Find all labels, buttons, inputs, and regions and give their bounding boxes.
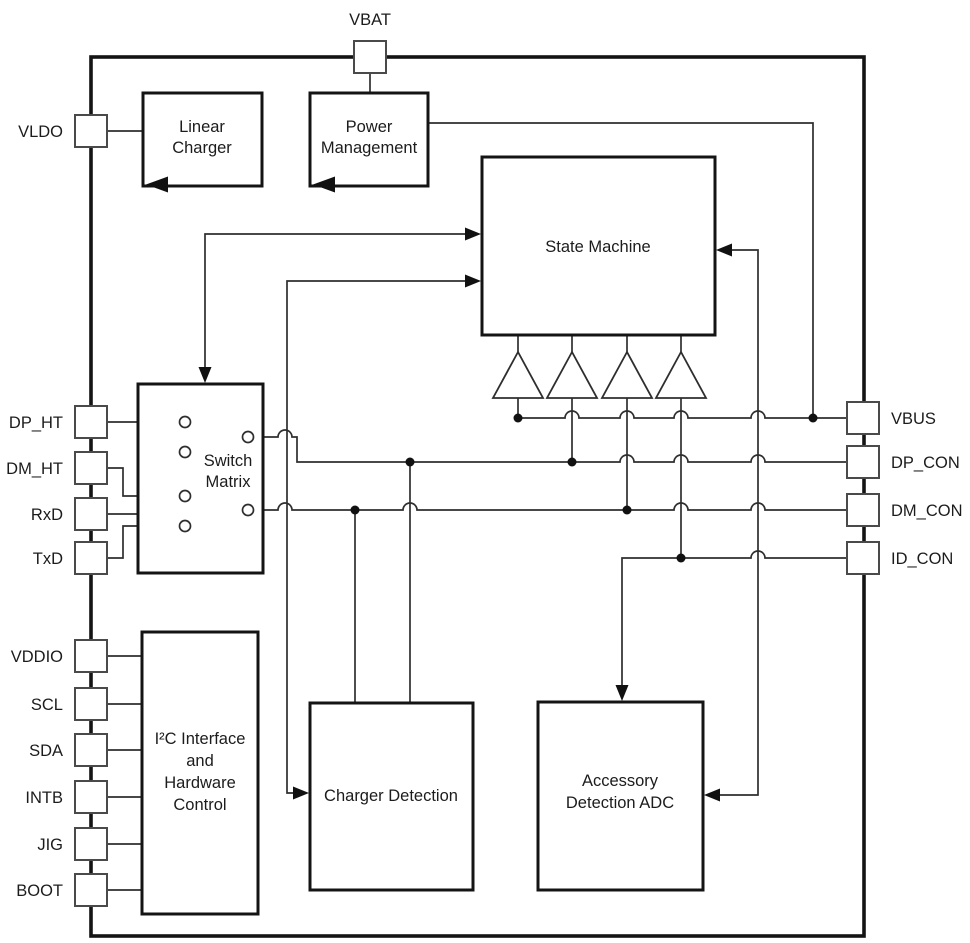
switch-contact-rxd (180, 447, 191, 458)
pin-square (75, 115, 107, 147)
pin-dm-ht (6, 452, 107, 484)
block-label: Accessory (581, 772, 659, 790)
pin-square (75, 688, 107, 720)
arrow-into-state-machine-1-icon (465, 228, 481, 241)
block-label: Hardware (164, 774, 236, 792)
switch-contact-dm-ht (180, 491, 191, 502)
pin-boot (16, 874, 107, 906)
pin-label: DP_CON (891, 454, 960, 472)
pin-label: DM_HT (6, 460, 63, 478)
pin-square (75, 406, 107, 438)
buffer-triangle-2 (547, 352, 597, 398)
junction-dot (677, 554, 686, 563)
pin-dp-ht (9, 406, 107, 438)
block-label: and (186, 752, 214, 770)
block-label: Matrix (205, 473, 251, 491)
pin-label: DM_CON (891, 502, 963, 520)
block-label: I²C Interface (154, 730, 246, 748)
junction-dot (809, 414, 818, 423)
pin-vddio (11, 640, 107, 672)
pin-square (75, 542, 107, 574)
pin-square (354, 41, 386, 73)
block-label: Management (320, 139, 418, 157)
pin-square (847, 402, 879, 434)
junction-dot (406, 458, 415, 467)
block-switch-matrix (138, 384, 263, 573)
pin-intb (25, 781, 107, 813)
arrow-into-state-machine-right-icon (716, 244, 732, 257)
pin-square (75, 828, 107, 860)
block-power-management (310, 93, 428, 193)
block-label: Switch (203, 452, 253, 470)
pin-label: SDA (29, 742, 63, 760)
pin-dm-con (847, 494, 963, 526)
pin-label: DP_HT (8, 414, 63, 432)
wire-state-machine-adc (719, 250, 758, 795)
pin-label: VBUS (891, 410, 936, 428)
buffer-triangle-3 (602, 352, 652, 398)
block-label: State Machine (545, 238, 651, 256)
pin-vldo (18, 115, 107, 147)
block-label: Detection ADC (565, 794, 675, 812)
pin-label: INTB (25, 789, 63, 807)
pin-txd (33, 542, 107, 574)
pin-dp-con (847, 446, 960, 478)
pin-label: VLDO (18, 123, 63, 141)
wire-vbus-rail (518, 411, 847, 418)
block-state-machine (482, 157, 715, 335)
pin-square (75, 781, 107, 813)
pin-id-con (847, 542, 953, 574)
wire-state-machine-switch-matrix (205, 234, 466, 368)
pin-rxd (31, 498, 107, 530)
junction-dot (351, 506, 360, 515)
arrow-into-adc-top-icon (616, 685, 629, 701)
wire-id-con (622, 551, 847, 686)
pin-label: BOOT (16, 882, 63, 900)
pin-square (847, 542, 879, 574)
arrow-into-switch-matrix-icon (199, 367, 212, 383)
pin-square (847, 446, 879, 478)
block-label: Charger (172, 139, 232, 157)
blocks (138, 93, 715, 914)
pin-vbus (847, 402, 936, 434)
switch-contact-dp-ht (180, 417, 191, 428)
pin-square (847, 494, 879, 526)
pin-label: ID_CON (891, 550, 954, 568)
pin-label: TxD (32, 550, 63, 568)
output-buffers (493, 352, 706, 398)
pin-square (75, 452, 107, 484)
block-accessory-detection-adc (538, 702, 703, 890)
buffer-triangle-4 (656, 352, 706, 398)
pin-square (75, 640, 107, 672)
block-charger-detection (310, 703, 473, 890)
pin-square (75, 498, 107, 530)
pin-label: JIG (37, 836, 63, 854)
arrow-into-charger-detection-icon (293, 787, 309, 800)
junction-dots (351, 414, 818, 563)
block-label: Charger Detection (324, 787, 458, 805)
buffer-triangle-1 (493, 352, 543, 398)
block-label: Linear (179, 118, 225, 136)
i2c-interface-box (142, 632, 258, 914)
pin-label: SCL (30, 696, 63, 714)
pin-label: RxD (30, 506, 63, 524)
switch-contact-dp-out (243, 432, 254, 443)
block-label: Power (345, 118, 393, 136)
pin-sda (29, 734, 107, 766)
block-label: Control (173, 796, 227, 814)
junction-dot (568, 458, 577, 467)
block-linear-charger (143, 93, 262, 193)
junction-dot (514, 414, 523, 423)
pin-vbat (349, 11, 391, 73)
switch-contact-txd (180, 521, 191, 532)
pin-jig (37, 828, 107, 860)
pin-scl (31, 688, 107, 720)
block-i2c-interface (142, 632, 258, 914)
junction-dot (623, 506, 632, 515)
switch-contact-dm-out (243, 505, 254, 516)
pin-square (75, 874, 107, 906)
pin-label: VBAT (349, 11, 391, 29)
pin-square (75, 734, 107, 766)
arrow-into-state-machine-2-icon (465, 275, 481, 288)
pin-label: VDDIO (10, 648, 63, 666)
arrow-into-adc-right-icon (704, 789, 720, 802)
